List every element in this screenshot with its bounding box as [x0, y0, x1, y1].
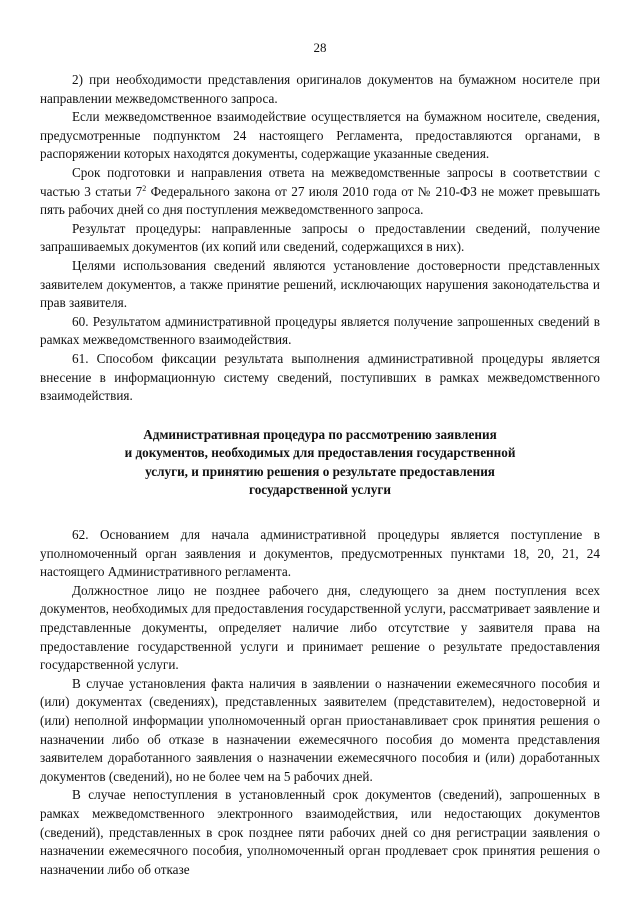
paragraph-law-reference — [40, 164, 600, 220]
paragraph: В случае установления факта наличия в заявлении о назначении ежемесячного пособия и (или) документах (сведениях), представленных заявителем (представителем), недостоверной и (или) неполной информации уполномоченный орган приостанавливает срок принятия решения о назначении либо об отказе в назначении ежемесячного пособия до момента представления заявителем доработанного заявления о назначении ежемесячного пособия и (или) доработанных документов (сведений), но не более чем на 5 рабочих дней. — [40, 675, 600, 784]
paragraph: Должностное лицо не позднее рабочего дня, следующего за днем поступления всех документов, необходимых для предоставления государственной услуги, рассматривает заявление и представленные документы, определяет наличие либо отсутствие у заявителя права на предоставление государственной услуги и принимает решение о результате предоставления государственной услуги. — [40, 582, 600, 673]
heading-line: государственной услуги — [249, 482, 391, 498]
heading-line: Административная процедура по рассмотрению заявления — [143, 426, 497, 442]
section-heading — [40, 426, 600, 500]
page-number: 28 — [313, 40, 327, 55]
paragraph: Если межведомственное взаимодействие осуществляется на бумажном носителе, сведения, предусмотренные подпунктом 24 настоящего Регламента, предоставляются органами, в распоряжении которых находятся документы, содержащие указанные сведения. — [40, 109, 600, 162]
heading-line: и документов, необходимых для предоставления государственной — [124, 445, 516, 461]
paragraph: Целями использования сведений являются установление достоверности представленных заявителем документов, а также принятие решений, исключающих нарушения законодательства и прав заявителя. — [40, 257, 600, 311]
heading-line: услуги, и принятию решения о результате предоставления — [145, 463, 495, 479]
paragraph: 61. Способом фиксации результата выполнения административной процедуры является внесение в информационную систему сведений, поступивших в рамках межведомственного взаимодействия. — [40, 350, 600, 404]
paragraph: 62. Основанием для начала административной процедуры является поступление в уполномоченный орган заявления и документов, предусмотренных пунктами 18, 20, 21, 24 настоящего Административного регламента. — [40, 527, 600, 580]
law-text-end: Федерального закона от 27 июля 2010 года от № 210-ФЗ не может превышать пять рабочих дней со дня поступления межведомственного запроса. — [40, 183, 600, 218]
paragraph: В случае непоступления в установленный срок документов (сведений), запрошенных в рамках межведомственного электронного взаимодействия, или недостающих документов (сведений), представленных в срок позднее пяти рабочих дней со дня регистрации заявления о назначении ежемесячного пособия, уполномоченный орган продлевает срок принятия решения о назначении либо об отказе — [40, 787, 600, 877]
paragraph: Результат процедуры: направленные запросы о предоставлении сведений, получение запрашиваемых документов (их копий или сведений, содержащихся в них). — [40, 220, 600, 255]
law-text-start: Срок подготовки и направления ответа на межведомственные запросы в соответствии с частью 3 статьи 7 — [40, 164, 600, 199]
document-body — [40, 71, 600, 879]
paragraph: 2) при необходимости представления оригиналов документов на бумажном носителе при направлении межведомственного запроса. — [40, 72, 600, 106]
superscript: 2 — [142, 183, 147, 193]
paragraph: 60. Результатом административной процедуры является получение запрошенных сведений в рамках межведомственного взаимодействия. — [40, 313, 600, 348]
